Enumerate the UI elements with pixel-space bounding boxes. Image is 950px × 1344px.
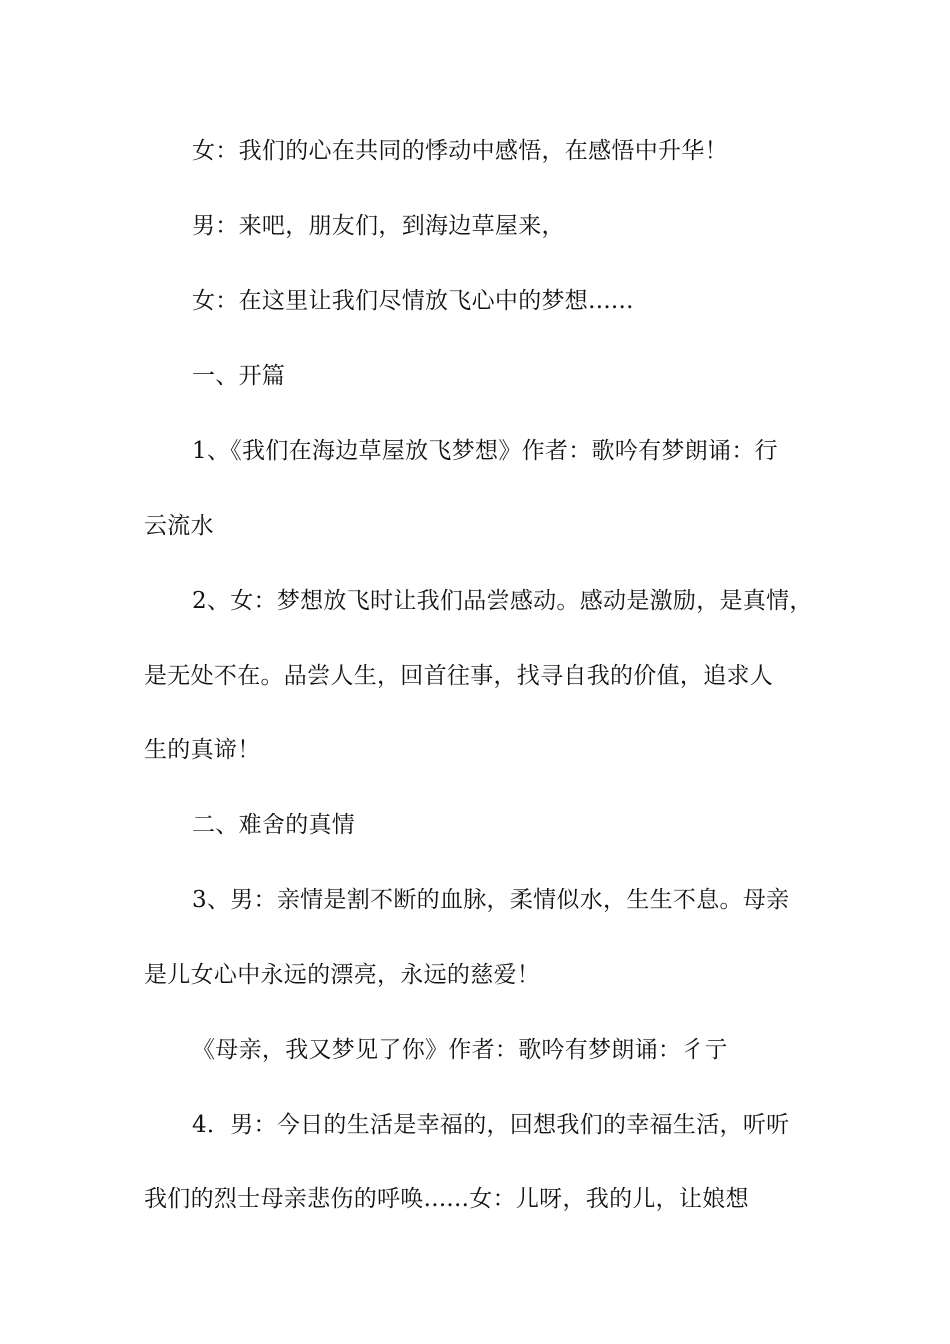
paragraph-line: 我们的烈士母亲悲伤的呼唤......女：儿呀，我的儿，让娘想 [144,1186,749,1212]
paragraph-line: 《母亲，我又梦见了你》作者：歌吟有梦朗诵：彳亍 [192,1037,728,1063]
paragraph-line: 4．男：今日的生活是幸福的，回想我们的幸福生活，听听 [192,1112,790,1138]
paragraph-line: 男：来吧，朋友们，到海边草屋来， [192,213,565,239]
paragraph-line: 是无处不在。品尝人生，回首往事，找寻自我的价值，追求人 [144,663,774,689]
section-heading: 二、难舍的真情 [192,812,356,838]
paragraph-line: 女：我们的心在共同的悸动中感悟，在感悟中升华！ [192,138,728,164]
paragraph-line: 女：在这里让我们尽情放飞心中的梦想...... [192,288,634,314]
paragraph-line: 云流水 [144,513,214,539]
paragraph-line: 生的真谛！ [144,737,261,763]
paragraph-line: 2、女：梦想放飞时让我们品尝感动。感动是激励，是真情， [192,588,813,614]
paragraph-line: 3、男：亲情是割不断的血脉，柔情似水，生生不息。母亲 [192,887,790,913]
section-heading: 一、开篇 [192,363,286,389]
paragraph-line: 1、《我们在海边草屋放飞梦想》作者：歌吟有梦朗诵：行 [192,438,778,464]
paragraph-line: 是儿女心中永远的漂亮，永远的慈爱！ [144,962,541,988]
